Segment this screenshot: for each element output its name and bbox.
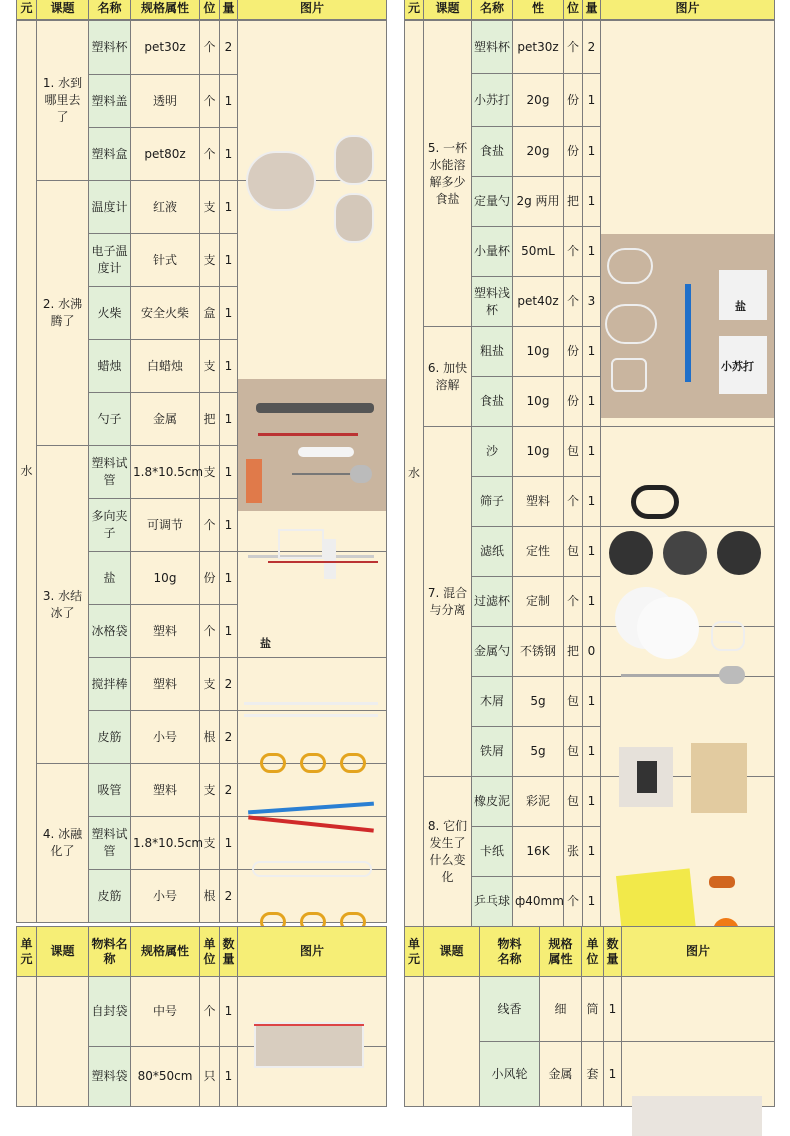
item-qty: 2 [220, 764, 238, 817]
item-name: 滤纸 [472, 527, 513, 577]
item-name: 粗盐 [472, 327, 513, 377]
item-qty: 1 [583, 577, 601, 627]
header-qty: 数量 [220, 927, 238, 977]
item-unit: 个 [564, 477, 583, 527]
header-topic: 课题 [424, 927, 480, 977]
item-name: 塑料盒 [89, 128, 131, 181]
item-unit: 份 [200, 552, 220, 605]
header-topic: 课题 [37, 0, 89, 20]
item-qty: 1 [583, 177, 601, 227]
item-name: 橡皮泥 [472, 777, 513, 827]
item-name: 勺子 [89, 393, 131, 446]
item-qty: 1 [583, 327, 601, 377]
item-qty: 1 [583, 527, 601, 577]
item-name: 筛子 [472, 477, 513, 527]
item-unit: 包 [564, 527, 583, 577]
header-topic: 课题 [37, 927, 89, 977]
photo-salt-ice-bag [238, 552, 387, 658]
header-name: 名称 [472, 0, 513, 20]
item-spec: 不锈钢 [513, 627, 564, 677]
item-name: 吸管 [89, 764, 131, 817]
item-spec: 2g 两用 [513, 177, 564, 227]
item-qty: 1 [220, 128, 238, 181]
item-spec: 10g [131, 552, 200, 605]
item-name: 食盐 [472, 127, 513, 177]
item-unit: 个 [200, 75, 220, 128]
item-unit: 把 [564, 627, 583, 677]
header-spec: 规格属性 [131, 927, 200, 977]
item-name: 木屑 [472, 677, 513, 727]
header-qty: 数量 [604, 927, 622, 977]
item-name: 塑料试管 [89, 817, 131, 870]
item-spec: 金属 [540, 1042, 582, 1107]
header-name: 物料名称 [89, 927, 131, 977]
topic-title: 1. 水到哪里去了 [37, 21, 89, 181]
item-unit: 张 [564, 827, 583, 877]
item-unit: 筒 [582, 977, 604, 1042]
item-name: 卡纸 [472, 827, 513, 877]
photo-sawdust-iron-filings [601, 677, 775, 777]
item-qty: 0 [583, 627, 601, 677]
header-unit: 元 [405, 0, 424, 20]
item-qty: 1 [220, 977, 238, 1047]
header-picture: 图片 [622, 927, 775, 977]
topic-title: 3. 水结冰了 [37, 446, 89, 764]
left-bottom-table [16, 926, 387, 1107]
item-unit: 个 [564, 577, 583, 627]
item-qty: 1 [220, 340, 238, 393]
item-unit: 个 [564, 227, 583, 277]
item-name: 火柴 [89, 287, 131, 340]
header-picture: 图片 [238, 0, 387, 20]
item-spec: pet80z [131, 128, 200, 181]
item-spec: 塑料 [131, 764, 200, 817]
item-spec: pet30z [131, 21, 200, 75]
item-name: 铁屑 [472, 727, 513, 777]
item-spec: 白蜡烛 [131, 340, 200, 393]
right-materials-table [404, 20, 775, 927]
item-spec: 10g [513, 377, 564, 427]
item-unit: 支 [200, 764, 220, 817]
photo-rubber-bands [238, 711, 387, 764]
item-qty: 2 [220, 711, 238, 764]
item-name: 皮筋 [89, 711, 131, 764]
item-spec: 定制 [513, 577, 564, 627]
item-unit: 支 [200, 658, 220, 711]
item-qty: 1 [583, 477, 601, 527]
item-name: 多向夹子 [89, 499, 131, 552]
item-name: 蜡烛 [89, 340, 131, 393]
header-picture: 图片 [601, 0, 775, 20]
item-qty: 1 [583, 377, 601, 427]
item-spec: 50mL [513, 227, 564, 277]
item-spec: 10g [513, 427, 564, 477]
item-name: 沙 [472, 427, 513, 477]
item-unit: 个 [564, 21, 583, 74]
item-spec: 安全火柴 [131, 287, 200, 340]
photo-stir-rods [238, 658, 387, 711]
item-qty: 1 [220, 552, 238, 605]
item-name: 小量杯 [472, 227, 513, 277]
item-spec: 16K [513, 827, 564, 877]
topic-title: 6. 加快溶解 [424, 327, 472, 427]
header-spec: 规格 属性 [540, 927, 582, 977]
item-spec: 80*50cm [131, 1047, 200, 1107]
salt-bag-label: 盐 [735, 299, 746, 313]
item-qty: 1 [583, 777, 601, 827]
item-qty: 2 [220, 870, 238, 923]
item-qty: 1 [220, 817, 238, 870]
item-qty: 1 [583, 727, 601, 777]
item-unit: 盒 [200, 287, 220, 340]
header-spec: 性 [513, 0, 564, 20]
item-spec: 5g [513, 677, 564, 727]
item-unit: 份 [564, 327, 583, 377]
right-bottom-table [404, 926, 775, 1107]
item-spec: 彩泥 [513, 777, 564, 827]
item-spec: 20g [513, 127, 564, 177]
item-unit: 包 [564, 727, 583, 777]
item-qty: 1 [220, 75, 238, 128]
item-unit: 个 [200, 21, 220, 75]
item-qty: 2 [583, 21, 601, 74]
item-name: 线香 [480, 977, 540, 1042]
item-spec: pet40z [513, 277, 564, 327]
item-qty: 1 [220, 499, 238, 552]
item-name: 塑料浅杯 [472, 277, 513, 327]
item-unit: 支 [200, 446, 220, 499]
item-unit: 包 [564, 427, 583, 477]
header-qty: 量 [583, 0, 601, 20]
item-name: 金属勺 [472, 627, 513, 677]
item-spec: 20g [513, 74, 564, 127]
item-unit: 根 [200, 711, 220, 764]
item-unit: 把 [564, 177, 583, 227]
header-name: 物料 名称 [480, 927, 540, 977]
item-unit: 只 [200, 1047, 220, 1107]
item-name: 塑料杯 [472, 21, 513, 74]
photo-pinwheel [622, 1042, 775, 1107]
item-qty: 1 [583, 127, 601, 177]
item-spec: 细 [540, 977, 582, 1042]
header-unit: 单元 [405, 927, 424, 977]
header-unit-measure: 单位 [582, 927, 604, 977]
item-unit: 个 [200, 977, 220, 1047]
item-unit: 包 [564, 777, 583, 827]
item-unit: 份 [564, 377, 583, 427]
header-spec: 规格属性 [131, 0, 200, 20]
photo-zip-bags [238, 977, 387, 1047]
item-unit: 个 [564, 877, 583, 927]
item-unit: 支 [200, 181, 220, 234]
header-picture: 图片 [238, 927, 387, 977]
item-spec: 金属 [131, 393, 200, 446]
header-unit: 元 [17, 0, 37, 20]
header-qty: 量 [220, 0, 238, 20]
item-qty: 3 [583, 277, 601, 327]
topic-title: 4. 冰融化了 [37, 764, 89, 923]
topic-title: 5. 一杯水能溶解多少食盐 [424, 21, 472, 327]
item-spec: 1.8*10.5cm [131, 817, 200, 870]
item-spec: pet30z [513, 21, 564, 74]
item-unit: 个 [200, 605, 220, 658]
item-unit: 套 [582, 1042, 604, 1107]
item-qty: 1 [604, 1042, 622, 1107]
item-qty: 1 [220, 605, 238, 658]
item-spec: 塑料 [513, 477, 564, 527]
item-name: 定量勺 [472, 177, 513, 227]
item-qty: 1 [583, 877, 601, 927]
item-qty: 1 [604, 977, 622, 1042]
photo-cups [238, 21, 387, 181]
item-qty: 2 [220, 658, 238, 711]
item-qty: 1 [583, 227, 601, 277]
item-spec: 小号 [131, 870, 200, 923]
item-unit: 支 [200, 234, 220, 287]
unit-cell-right: 水 [405, 21, 424, 927]
item-qty: 1 [220, 287, 238, 340]
item-qty: 1 [220, 446, 238, 499]
unit-cell-left: 水 [17, 21, 37, 923]
item-name: 搅拌棒 [89, 658, 131, 711]
item-name: 塑料杯 [89, 21, 131, 75]
item-unit: 根 [200, 870, 220, 923]
item-qty: 1 [220, 234, 238, 287]
header-unit-measure: 单位 [200, 927, 220, 977]
item-spec: 针式 [131, 234, 200, 287]
left-header-top [16, 0, 387, 20]
item-name: 过滤杯 [472, 577, 513, 627]
item-unit: 包 [564, 677, 583, 727]
item-name: 自封袋 [89, 977, 131, 1047]
item-spec: 塑料 [131, 658, 200, 711]
item-qty: 1 [583, 827, 601, 877]
item-name: 盐 [89, 552, 131, 605]
item-name: 温度计 [89, 181, 131, 234]
item-name: 皮筋 [89, 870, 131, 923]
item-spec: 可调节 [131, 499, 200, 552]
item-spec: 透明 [131, 75, 200, 128]
item-name: 食盐 [472, 377, 513, 427]
salt-label: 盐 [260, 636, 271, 650]
item-spec: 1.8*10.5cm [131, 446, 200, 499]
item-qty: 1 [220, 393, 238, 446]
item-unit: 把 [200, 393, 220, 446]
item-spec: ф40mm [513, 877, 564, 927]
item-name: 塑料盖 [89, 75, 131, 128]
topic-title: 2. 水沸腾了 [37, 181, 89, 446]
item-qty: 1 [220, 1047, 238, 1107]
item-unit: 个 [200, 499, 220, 552]
baking-soda-label: 小苏打 [721, 359, 754, 373]
item-qty: 1 [583, 427, 601, 477]
item-spec: 5g [513, 727, 564, 777]
item-name: 塑料袋 [89, 1047, 131, 1107]
header-unit: 单元 [17, 927, 37, 977]
item-spec: 小号 [131, 711, 200, 764]
header-unit-measure: 位 [564, 0, 583, 20]
item-name: 电子温度计 [89, 234, 131, 287]
photo-rubber-bands-2 [238, 870, 387, 923]
item-name: 小风轮 [480, 1042, 540, 1107]
item-spec: 塑料 [131, 605, 200, 658]
photo-sieves [601, 427, 775, 527]
left-materials-table [16, 20, 387, 923]
photo-dissolve-set [601, 21, 775, 373]
item-name: 小苏打 [472, 74, 513, 127]
header-unit-measure: 位 [200, 0, 220, 20]
item-qty: 1 [583, 74, 601, 127]
item-name: 乒乓球 [472, 877, 513, 927]
item-unit: 个 [200, 128, 220, 181]
item-spec: 红液 [131, 181, 200, 234]
item-unit: 支 [200, 817, 220, 870]
item-unit: 份 [564, 74, 583, 127]
item-name: 冰格袋 [89, 605, 131, 658]
topic-title: 7. 混合与分离 [424, 427, 472, 777]
item-unit: 个 [564, 277, 583, 327]
right-header-top [404, 0, 775, 20]
header-name: 名称 [89, 0, 131, 20]
item-qty: 1 [583, 677, 601, 727]
item-qty: 1 [220, 181, 238, 234]
item-name: 塑料试管 [89, 446, 131, 499]
item-qty: 2 [220, 21, 238, 75]
item-unit: 支 [200, 340, 220, 393]
item-unit: 份 [564, 127, 583, 177]
item-spec: 10g [513, 327, 564, 377]
item-spec: 中号 [131, 977, 200, 1047]
item-spec: 定性 [513, 527, 564, 577]
topic-title: 8. 它们发生了什么变化 [424, 777, 472, 927]
header-topic: 课题 [424, 0, 472, 20]
